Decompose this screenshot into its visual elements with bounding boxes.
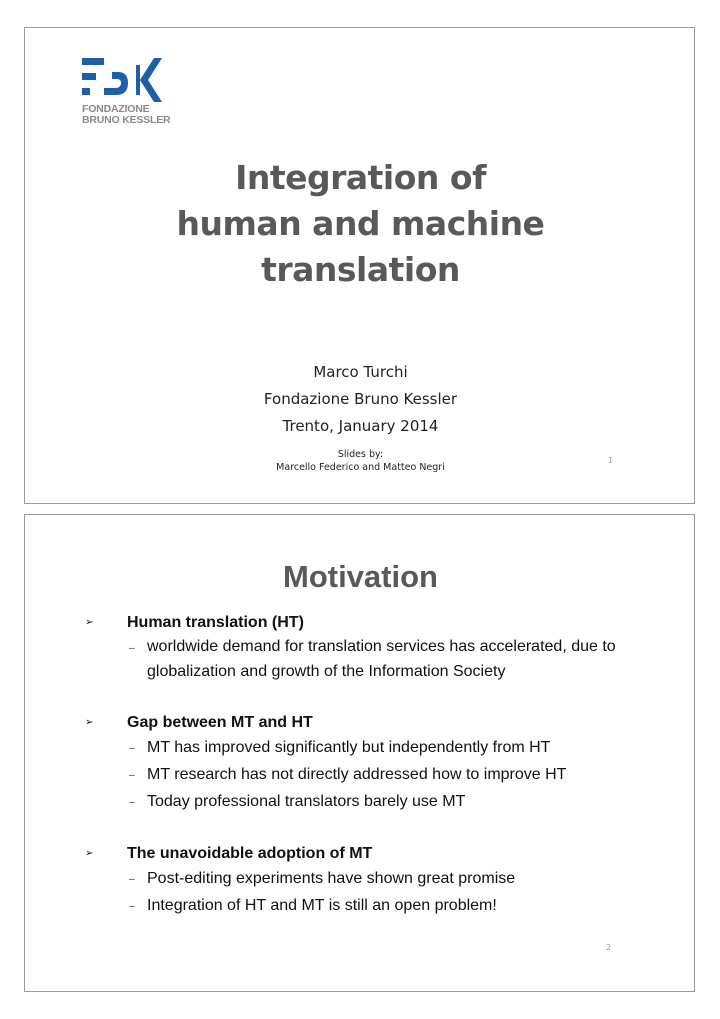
page-number: 2 — [606, 943, 612, 952]
bullet-item — [85, 711, 675, 734]
sub-item-text: worldwide demand for translation services has accelerated, due to globalization and growth of the Information Society — [147, 638, 616, 680]
bullet-item — [85, 842, 675, 865]
logo-wordmark — [82, 104, 170, 126]
bullet-label: The unavoidable adoption of MT — [127, 845, 373, 862]
logo-d-shape — [104, 72, 128, 95]
dash-bullet-icon: – — [129, 901, 135, 912]
page-number: 1 — [608, 456, 614, 465]
sub-item — [85, 634, 675, 684]
sub-item — [85, 734, 675, 761]
title-line-3: translation — [261, 250, 460, 289]
arrow-bullet-icon: ➢ — [85, 617, 94, 628]
institution: Fondazione Bruno Kessler — [263, 390, 458, 408]
dash-bullet-icon: – — [129, 743, 135, 754]
sub-item-text: Post-editing experiments have shown great promise — [147, 870, 516, 887]
title-line-1: Integration of — [235, 158, 486, 197]
logo-bar-top — [82, 58, 104, 65]
sub-item-text: Today professional translators barely use MT — [147, 793, 466, 810]
bullet-label: Gap between MT and HT — [127, 714, 313, 731]
bullet-group — [85, 611, 675, 684]
credits-label: Slides by: — [337, 449, 384, 460]
place-date: Trento, January 2014 — [282, 417, 439, 435]
sub-item-text: MT has improved significantly but independently from HT — [147, 739, 551, 756]
slide-title: Motivation — [283, 559, 438, 594]
bullet-item — [85, 611, 675, 634]
bullet-label: Human translation (HT) — [127, 614, 304, 631]
dash-bullet-icon: – — [129, 874, 135, 885]
author-block — [25, 359, 696, 440]
sub-item — [85, 892, 675, 919]
sub-item-text: MT research has not directly addressed how to improve HT — [147, 766, 567, 783]
bullet-list — [85, 611, 675, 946]
sub-item — [85, 788, 675, 815]
dash-bullet-icon: – — [129, 643, 135, 654]
fbk-logo-icon — [82, 58, 162, 102]
slide-2 — [24, 514, 695, 992]
bullet-group — [85, 711, 675, 815]
credits — [25, 448, 696, 474]
sub-item-text: Integration of HT and MT is still an open problem! — [147, 897, 497, 914]
dash-bullet-icon: – — [129, 797, 135, 808]
title-line-2: human and machine — [176, 204, 545, 243]
arrow-bullet-icon: ➢ — [85, 848, 94, 859]
dash-bullet-icon: – — [129, 770, 135, 781]
credits-names: Marcello Federico and Matteo Negri — [276, 462, 445, 473]
logo-line-2: BRUNO KESSLER — [82, 114, 171, 126]
logo-line-1: FONDAZIONE — [82, 103, 150, 115]
slide-title — [25, 155, 696, 293]
logo-bar-middle — [82, 73, 96, 80]
bullet-group — [85, 842, 675, 919]
slide-1 — [24, 27, 695, 504]
author-name: Marco Turchi — [313, 363, 408, 381]
arrow-bullet-icon: ➢ — [85, 717, 94, 728]
sub-item — [85, 865, 675, 892]
logo-bar-bottom — [82, 88, 90, 95]
sub-item — [85, 761, 675, 788]
logo-k-shape — [136, 58, 162, 102]
